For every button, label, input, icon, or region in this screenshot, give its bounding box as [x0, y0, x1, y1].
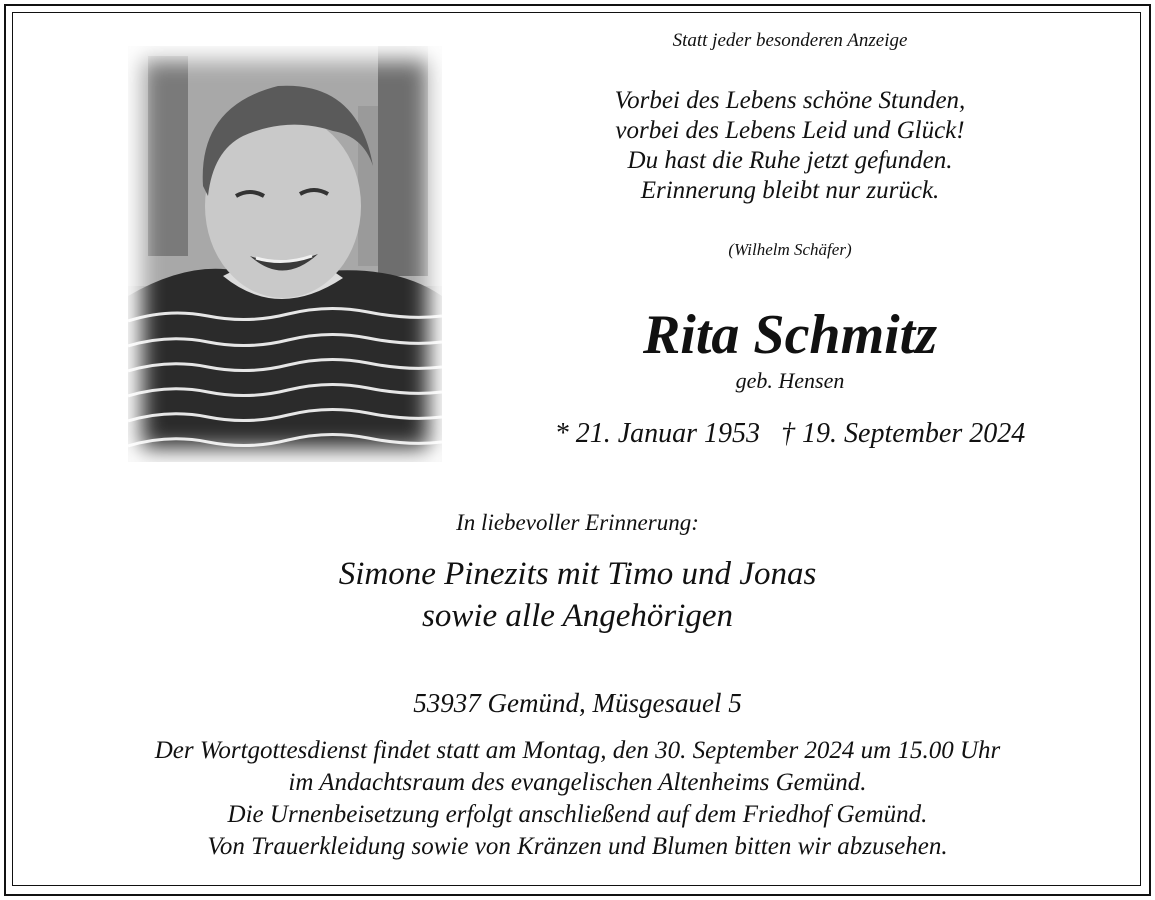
life-dates: * 21. Januar 1953 † 19. September 2024 [554, 418, 1026, 449]
remembrance-intro-text: In liebevoller Erinnerung: [456, 510, 699, 535]
service-info [20, 735, 1135, 863]
mourners [20, 553, 1135, 637]
address: 53937 Gemünd, Müsgesauel 5 [413, 688, 742, 718]
notice-heading: Statt jeder besonderen Anzeige [672, 30, 908, 51]
service-line: im Andachtsraum des evangelischen Altenheims Gemünd. [288, 769, 867, 796]
mourner-line: Simone Pinezits mit Timo und Jonas [338, 556, 817, 592]
maiden-name: geb. Hensen [735, 368, 845, 393]
poem-line: Du hast die Ruhe jetzt gefunden. [627, 147, 953, 174]
service-line: Von Trauerkleidung sowie von Kränzen und Blumen bitten wir abzusehen. [207, 833, 948, 860]
deceased-name: Rita Schmitz [642, 304, 938, 366]
poem [525, 86, 1055, 206]
poem-line: Erinnerung bleibt nur zurück. [640, 177, 940, 204]
poem-author: (Wilhelm Schäfer) [728, 240, 852, 259]
remembrance-intro [20, 510, 1135, 536]
mourner-line: sowie alle Angehörigen [421, 598, 734, 634]
poem-line: Vorbei des Lebens schöne Stunden, [614, 87, 966, 114]
portrait-photo [128, 46, 442, 462]
photo-vignette [128, 46, 442, 462]
poem-line: vorbei des Lebens Leid und Glück! [615, 117, 965, 144]
service-line: Der Wortgottesdienst findet statt am Montag, den 30. September 2024 um 15.00 Uhr [154, 737, 1001, 764]
service-line: Die Urnenbeisetzung erfolgt anschließend auf dem Friedhof Gemünd. [227, 801, 928, 828]
